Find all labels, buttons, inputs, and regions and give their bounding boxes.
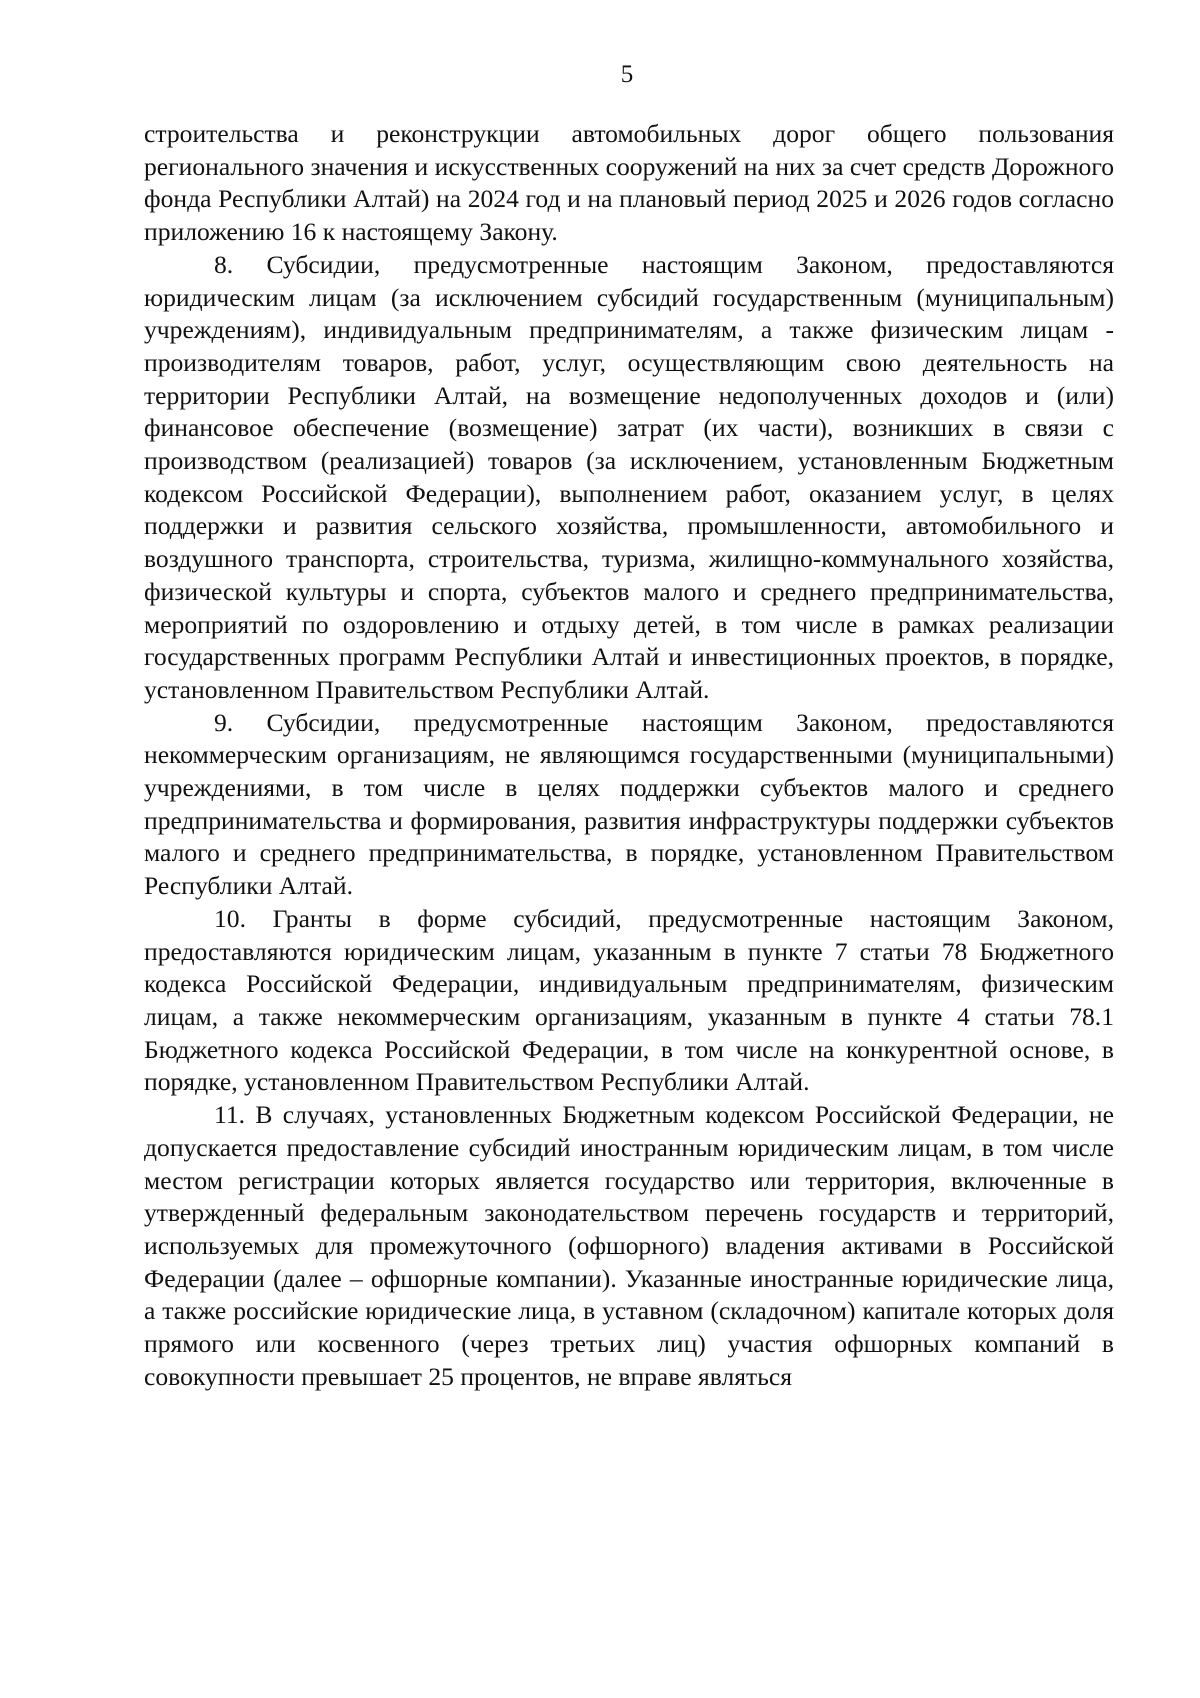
paragraph-continuation: строительства и реконструкции автомобильных дорог общего пользования регионального значения и искусственных сооружений на них за счет средств Дорожного фонда Республики Алтай) на 2024 год и на плановый период 2025 и 2026 годов согласно приложению 16 к настоящему Закону. bbox=[144, 119, 1114, 247]
paragraph-item-11: 11. В случаях, установленных Бюджетным кодексом Российской Федерации, не допускается предоставление субсидий иностранным юридическим лицам, в том числе местом регистрации которых является государство или территория, включенные в утвержденный федеральным законодательством перечень государств и территорий, используемых для промежуточного (офшорного) владения активами в Российской Федерации (далее – офшорные компании). Указанные иностранные юридические лица, а также российские юридические лица, в уставном (складочном) капитале которых доля прямого или косвенного (через третьих лиц) участия офшорных компаний в совокупности превышает 25 процентов, не вправе являться bbox=[144, 1100, 1114, 1391]
paragraph-item-8: 8. Субсидии, предусмотренные настоящим Законом, предоставляются юридическим лицам (за исключением субсидий государственным (муниципальным) учреждениям), индивидуальным предпринимателям, а также физическим лицам - производителям товаров, работ, услуг, осуществляющим свою деятельность на территории Республики Алтай, на возмещение недополученных доходов и (или) финансовое обеспечение (возмещение) затрат (их части), возникших в связи с производством (реализацией) товаров (за исключением, установленным Бюджетным кодексом Российской Федерации), выполнением работ, оказанием услуг, в целях поддержки и развития сельского хозяйства, промышленности, автомобильного и воздушного транспорта, строительства, туризма, жилищно-коммунального хозяйства, физической культуры и спорта, субъектов малого и среднего предпринимательства, мероприятий по оздоровлению и отдыху детей, в том числе в рамках реализации государственных программ Республики Алтай и инвестиционных проектов, в порядке, установленном Правительством Республики Алтай. bbox=[144, 249, 1114, 704]
page-number: 5 bbox=[620, 61, 634, 88]
paragraph-item-10: 10. Гранты в форме субсидий, предусмотренные настоящим Законом, предоставляются юридическим лицам, указанным в пункте 7 статьи 78 Бюджетного кодекса Российской Федерации, индивидуальным предпринимателям, физическим лицам, а также некоммерческим организациям, указанным в пункте 4 статьи 78.1 Бюджетного кодекса Российской Федерации, в том числе на конкурентной основе, в порядке, установленном Правительством Республики Алтай. bbox=[144, 903, 1114, 1097]
paragraph-item-9: 9. Субсидии, предусмотренные настоящим Законом, предоставляются некоммерческим организациям, не являющимся государственными (муниципальными) учреждениями, в том числе в целях поддержки субъектов малого и среднего предпринимательства и формирования, развития инфраструктуры поддержки субъектов малого и среднего предпринимательства, в порядке, установленном Правительством Республики Алтай. bbox=[144, 707, 1114, 901]
document-body bbox=[144, 118, 1114, 1393]
